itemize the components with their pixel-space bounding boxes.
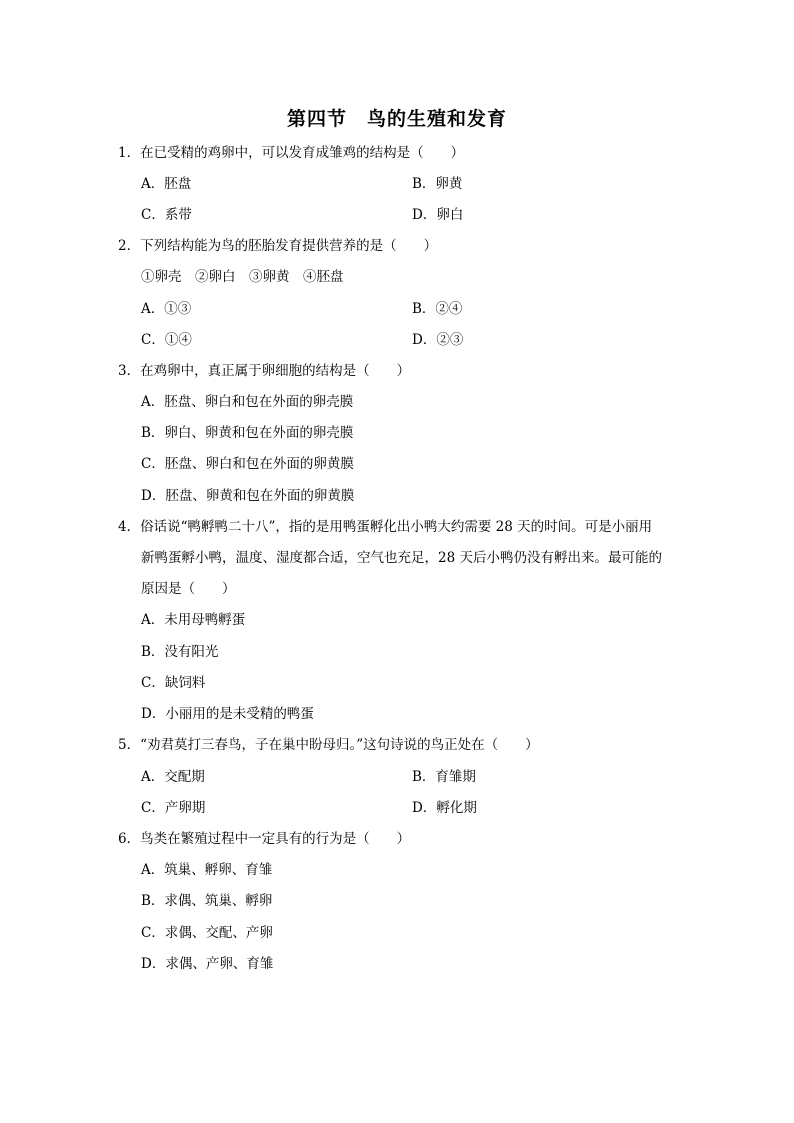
question-6-option-b: B．求偶、筑巢、孵卵 xyxy=(141,893,273,909)
question-2-stem: 2．下列结构能为鸟的胚胎发育提供营养的是（ ） xyxy=(118,238,438,254)
question-6-option-d: D．求偶、产卵、育雏 xyxy=(141,956,274,972)
question-3-stem: 3．在鸡卵中，真正属于卵细胞的结构是（ ） xyxy=(118,363,411,379)
question-4-option-a: A．未用母鸭孵蛋 xyxy=(141,612,246,628)
question-1-option-b: B．卵黄 xyxy=(412,176,463,192)
question-6-stem: 6．鸟类在繁殖过程中一定具有的行为是（ ） xyxy=(118,831,411,847)
question-5-option-d: D．孵化期 xyxy=(412,800,477,816)
question-4-option-c: C．缺饲料 xyxy=(141,675,206,691)
question-1-option-a: A．胚盘 xyxy=(141,176,192,192)
question-4-stem-line-3: 原因是（ ） xyxy=(141,581,236,597)
question-1-option-d: D．卵白 xyxy=(412,207,464,223)
page-title: 第四节 鸟的生殖和发育 xyxy=(286,108,507,130)
question-1-stem: 1．在已受精的鸡卵中，可以发育成雏鸡的结构是（ ） xyxy=(118,145,465,161)
question-6-option-c: C．求偶、交配、产卵 xyxy=(141,925,273,941)
question-4-stem-line-2: 新鸭蛋孵小鸭，温度、湿度都合适，空气也充足，28 天后小鸭仍没有孵出来。最可能的 xyxy=(141,550,662,566)
question-4-option-d: D．小丽用的是未受精的鸭蛋 xyxy=(141,706,314,722)
question-2-option-c: C．①④ xyxy=(141,332,192,348)
question-3-option-b: B．卵白、卵黄和包在外面的卵壳膜 xyxy=(141,425,354,441)
question-4-stem-line-1: 4．俗话说“鸭孵鸭二十八”，指的是用鸭蛋孵化出小鸭大约需要 28 天的时间。可是小丽用 xyxy=(118,519,653,535)
question-2-structure-list: ①卵壳 ②卵白 ③卵黄 ④胚盘 xyxy=(141,269,344,285)
question-2-option-a: A．①③ xyxy=(141,301,192,317)
question-5-stem: 5．“劝君莫打三春鸟，子在巢中盼母归。”这句诗说的鸟正处在（ ） xyxy=(118,737,539,753)
question-5-option-c: C．产卵期 xyxy=(141,800,206,816)
question-6-option-a: A．筑巢、孵卵、育雏 xyxy=(141,862,273,878)
question-5-option-a: A．交配期 xyxy=(141,769,205,785)
question-5-option-b: B．育雏期 xyxy=(412,769,476,785)
question-2-option-b: B．②④ xyxy=(412,301,463,317)
question-4-option-b: B．没有阳光 xyxy=(141,644,219,660)
question-3-option-d: D．胚盘、卵黄和包在外面的卵黄膜 xyxy=(141,488,355,504)
question-1-option-c: C．系带 xyxy=(141,207,192,223)
question-3-option-a: A．胚盘、卵白和包在外面的卵壳膜 xyxy=(141,394,354,410)
question-2-option-d: D．②③ xyxy=(412,332,464,348)
question-3-option-c: C．胚盘、卵白和包在外面的卵黄膜 xyxy=(141,456,354,472)
